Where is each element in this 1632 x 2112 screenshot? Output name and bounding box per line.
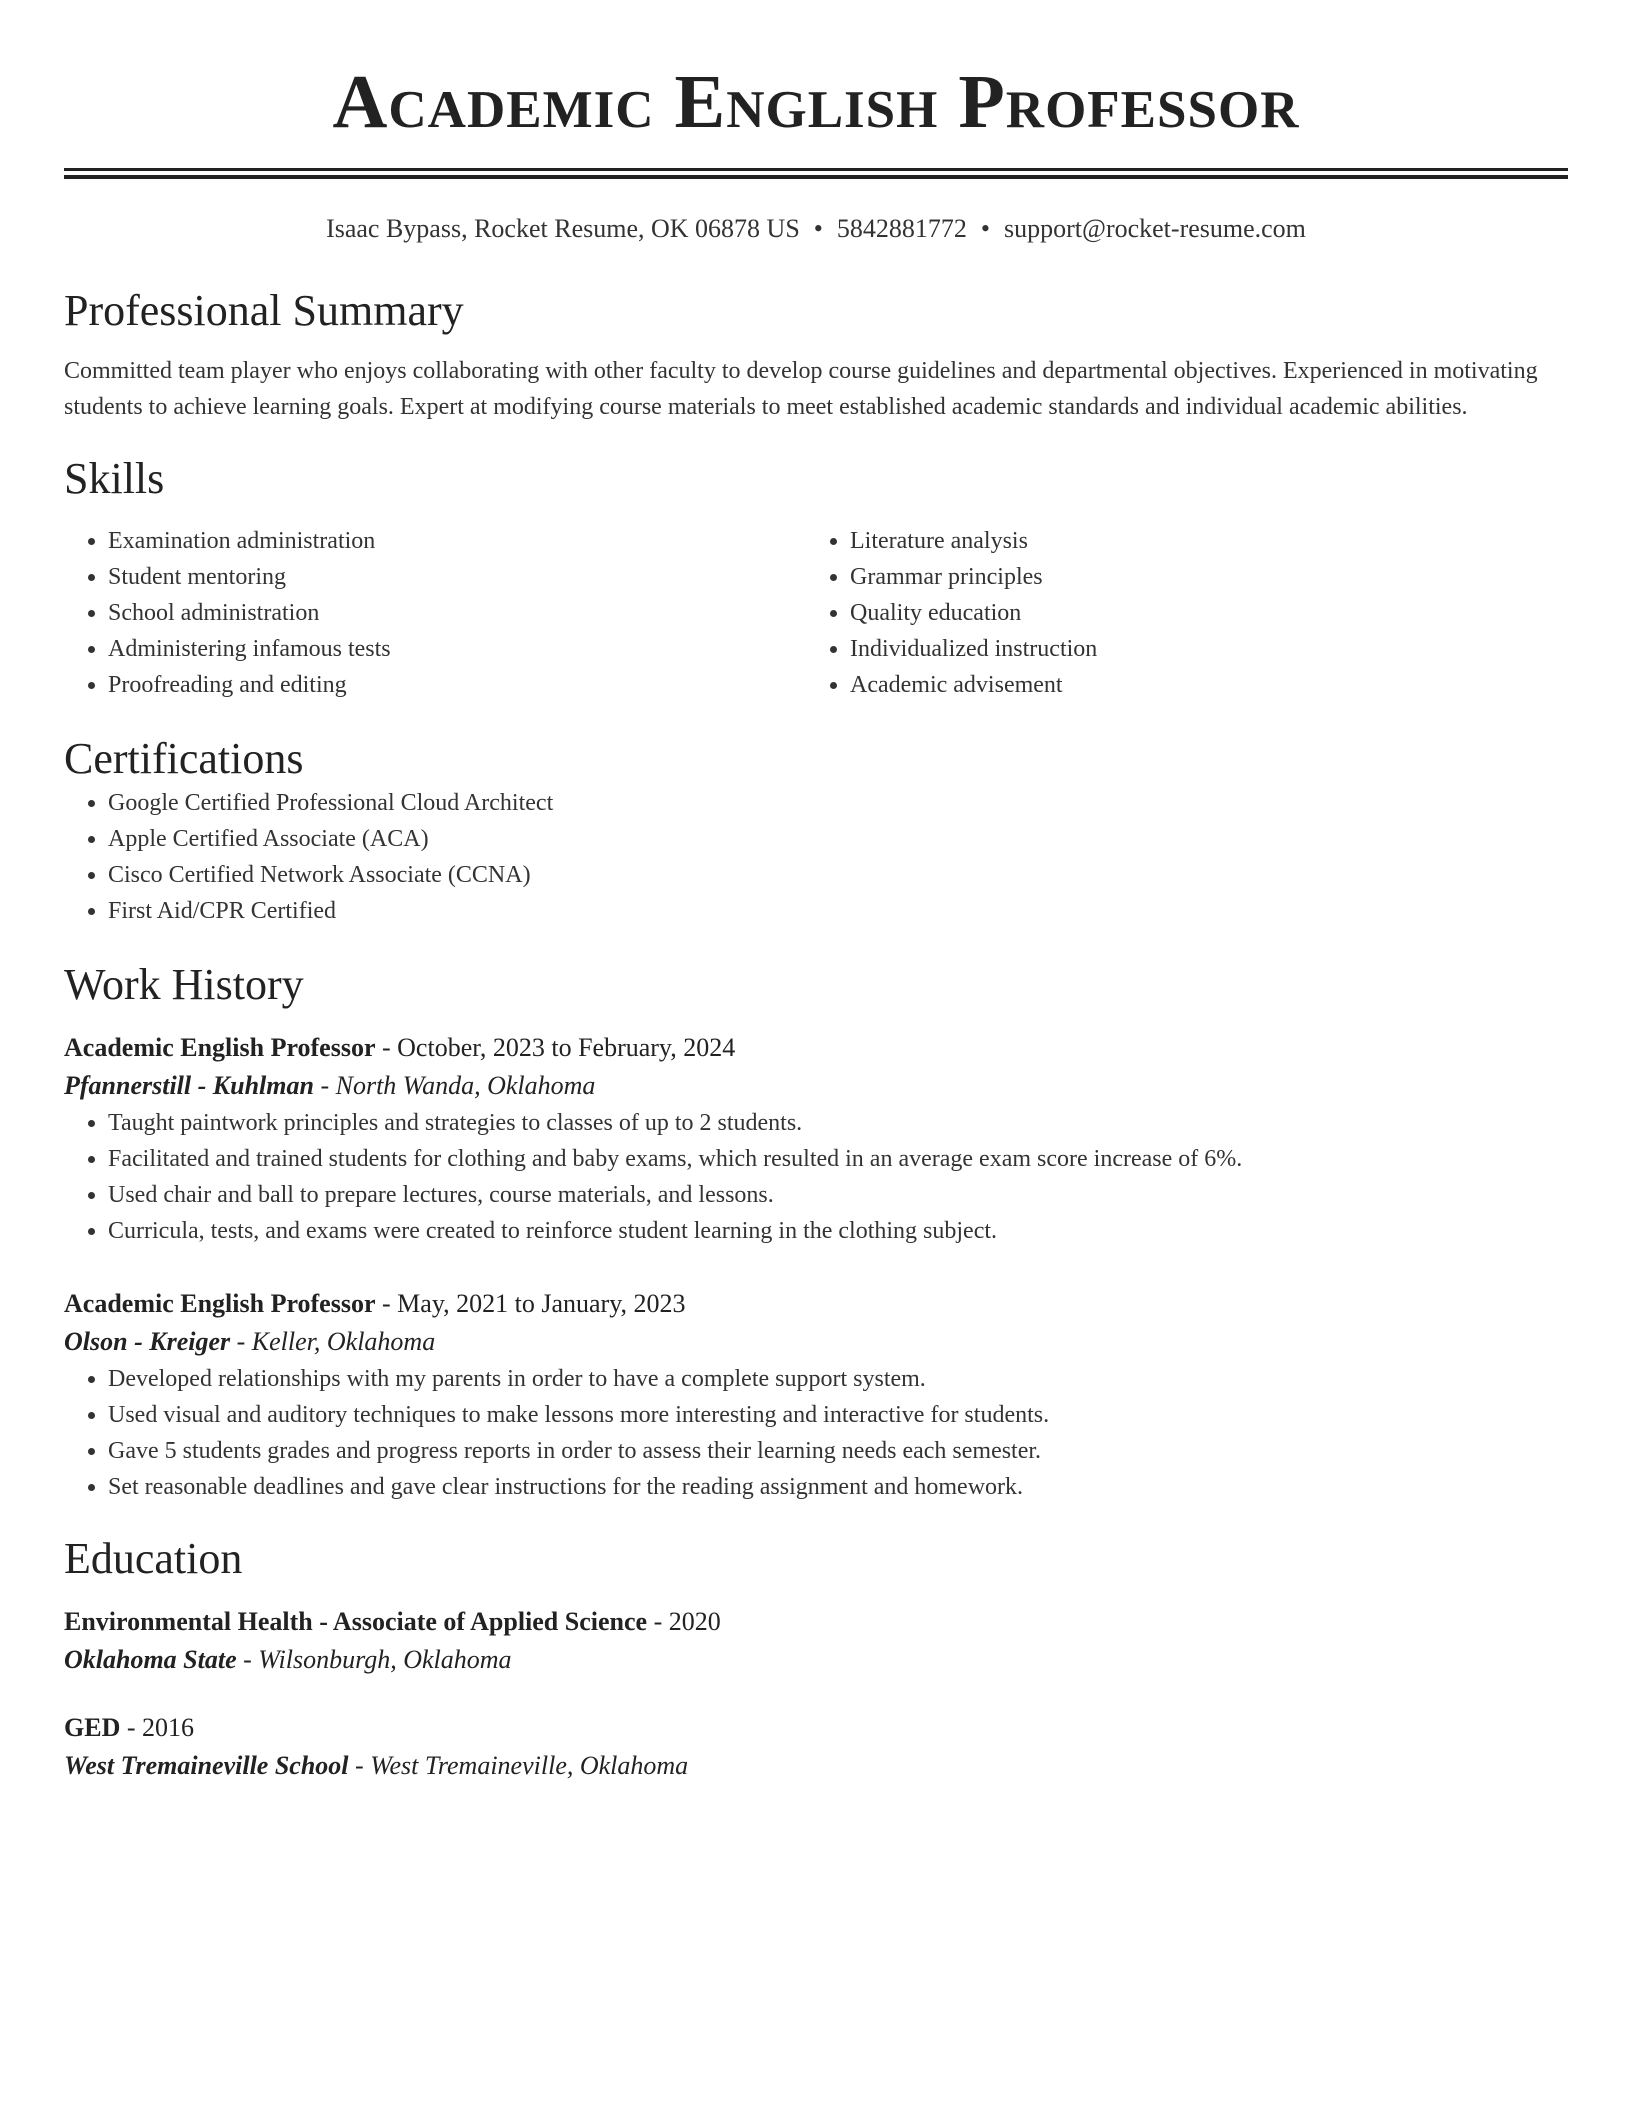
title-divider bbox=[64, 168, 1568, 179]
education-school-line bbox=[64, 1747, 1568, 1785]
certifications-heading: Certifications bbox=[64, 734, 304, 783]
job-duty: • Used chair and ball to prepare lectures, course materials, and lessons. bbox=[108, 1177, 1568, 1213]
education-year: - 2020 bbox=[647, 1607, 721, 1636]
contact-separator: • bbox=[980, 214, 990, 243]
skill-item: • Examination administration bbox=[108, 523, 806, 559]
job-title: Academic English Professor bbox=[64, 1289, 376, 1318]
education-heading: Education bbox=[64, 1534, 243, 1583]
education-school-line bbox=[64, 1641, 1568, 1679]
job-header bbox=[64, 1285, 1568, 1323]
certification-item: • Google Certified Professional Cloud Architect bbox=[108, 785, 1568, 821]
resume-title: Academic English Professor bbox=[332, 60, 1300, 144]
education-entry bbox=[64, 1709, 1568, 1785]
education-degree: GED bbox=[64, 1713, 121, 1742]
contact-line bbox=[64, 213, 1568, 245]
skills-column-right bbox=[806, 523, 1548, 703]
skill-item: • School administration bbox=[108, 595, 806, 631]
work-history-heading: Work History bbox=[64, 960, 304, 1009]
skills-heading: Skills bbox=[64, 454, 165, 503]
education-header bbox=[64, 1709, 1568, 1747]
certifications-list bbox=[64, 785, 1568, 929]
education-location: - Wilsonburgh, Oklahoma bbox=[236, 1645, 512, 1674]
skill-item: • Student mentoring bbox=[108, 559, 806, 595]
job-dates: - May, 2021 to January, 2023 bbox=[375, 1289, 686, 1318]
contact-separator: • bbox=[813, 214, 823, 243]
job-duty: • Taught paintwork principles and strategies to classes of up to 2 students. bbox=[108, 1105, 1568, 1141]
education-year: - 2016 bbox=[120, 1713, 195, 1742]
skill-item: • Proofreading and editing bbox=[108, 667, 806, 703]
job-employer bbox=[64, 1323, 1568, 1361]
job-duty: • Set reasonable deadlines and gave clear instructions for the reading assignment and homework. bbox=[108, 1469, 1568, 1505]
skills-list-right bbox=[806, 523, 1548, 703]
job-duty: • Developed relationships with my parents in order to have a complete support system. bbox=[108, 1361, 1568, 1397]
job-header bbox=[64, 1029, 1568, 1067]
skills-column-left bbox=[64, 523, 806, 703]
job-location: - Keller, Oklahoma bbox=[230, 1327, 436, 1356]
education-school: Oklahoma State bbox=[64, 1645, 237, 1674]
education-degree: Environmental Health - Associate of Applied Science bbox=[64, 1607, 648, 1636]
contact-address: Isaac Bypass, Rocket Resume, OK 06878 US bbox=[326, 214, 800, 243]
skill-item: • Literature analysis bbox=[850, 523, 1548, 559]
job-entry bbox=[64, 1285, 1568, 1505]
summary-text: Committed team player who enjoys collaborating with other faculty to develop course guidelines and departmental objectives. Experienced in motivating students to achieve learning goals. Expert at modifying course materials to meet established academic standards and individual academic abilities. bbox=[64, 358, 1538, 420]
job-duties-list bbox=[64, 1105, 1568, 1249]
job-duty: • Curricula, tests, and exams were created to reinforce student learning in the clothing subject. bbox=[108, 1213, 1568, 1249]
skill-item: • Grammar principles bbox=[850, 559, 1548, 595]
job-duty: • Used visual and auditory techniques to make lessons more interesting and interactive for students. bbox=[108, 1397, 1568, 1433]
education-header bbox=[64, 1603, 1568, 1641]
skill-item: • Administering infamous tests bbox=[108, 631, 806, 667]
contact-email[interactable]: support@rocket-resume.com bbox=[1004, 214, 1306, 243]
skills-list-left bbox=[64, 523, 806, 703]
certification-item: • Apple Certified Associate (ACA) bbox=[108, 821, 1568, 857]
skill-item: • Academic advisement bbox=[850, 667, 1548, 703]
certification-item: • Cisco Certified Network Associate (CCNA) bbox=[108, 857, 1568, 893]
job-duty: • Gave 5 students grades and progress reports in order to assess their learning needs each semester. bbox=[108, 1433, 1568, 1469]
job-title: Academic English Professor bbox=[64, 1033, 376, 1062]
job-dates: - October, 2023 to February, 2024 bbox=[375, 1033, 736, 1062]
contact-phone: 5842881772 bbox=[836, 214, 967, 243]
job-entry bbox=[64, 1029, 1568, 1249]
skills-grid bbox=[64, 523, 1568, 703]
job-duty: • Facilitated and trained students for clothing and baby exams, which resulted in an average exam score increase of 6%. bbox=[108, 1141, 1568, 1177]
education-location: - West Tremaineville, Oklahoma bbox=[348, 1751, 689, 1780]
skill-item: • Individualized instruction bbox=[850, 631, 1548, 667]
job-company: Pfannerstill - Kuhlman bbox=[64, 1071, 314, 1100]
job-location: - North Wanda, Oklahoma bbox=[313, 1071, 596, 1100]
job-duties-list bbox=[64, 1361, 1568, 1505]
job-company: Olson - Kreiger bbox=[64, 1327, 231, 1356]
education-school: West Tremaineville School bbox=[64, 1751, 349, 1780]
skill-item: • Quality education bbox=[850, 595, 1548, 631]
certification-item: • First Aid/CPR Certified bbox=[108, 893, 1568, 929]
summary-heading: Professional Summary bbox=[64, 286, 464, 335]
education-entry bbox=[64, 1603, 1568, 1679]
job-employer bbox=[64, 1067, 1568, 1105]
